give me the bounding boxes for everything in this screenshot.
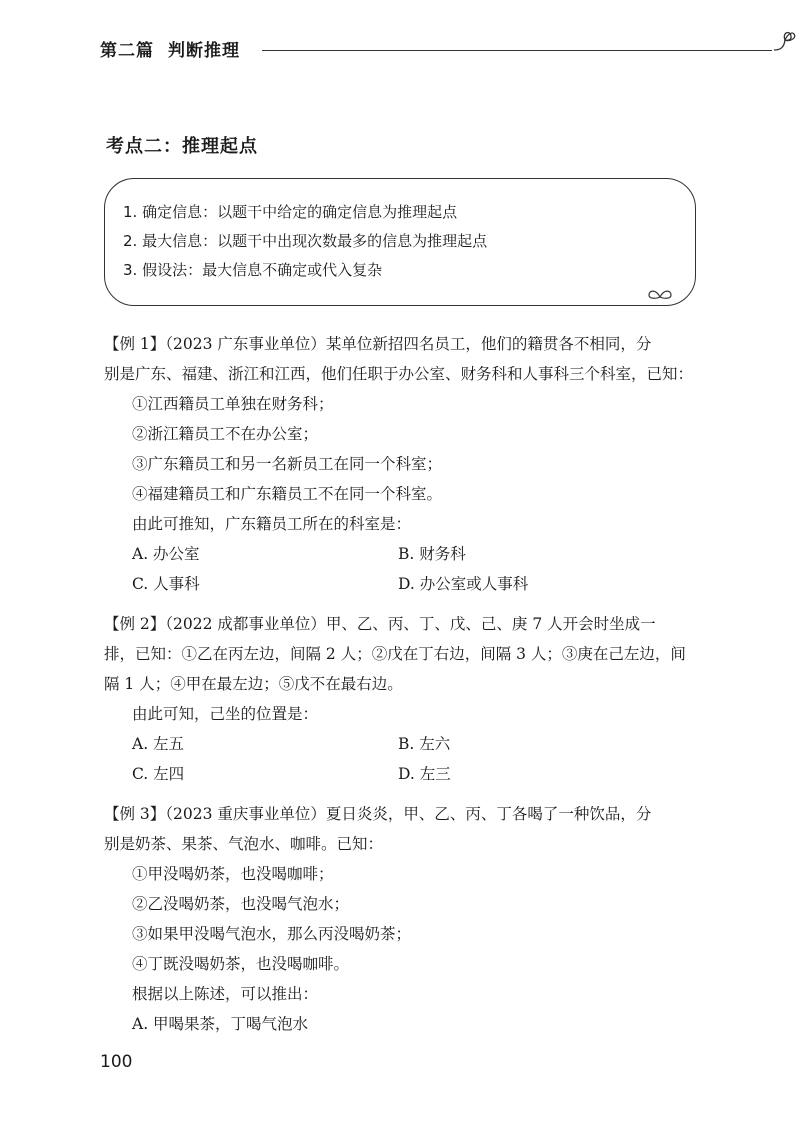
example-1-line: ③广东籍员工和另一名新员工在同一个科室； xyxy=(132,455,443,473)
header-chapter-title: 判断推理 xyxy=(168,41,240,61)
example-2-option-b: B. 左六 xyxy=(398,735,451,753)
header-title xyxy=(100,36,240,61)
summary-box xyxy=(104,178,696,306)
header-part: 第二篇 xyxy=(100,41,154,61)
header-rule xyxy=(262,50,772,51)
example-2-option-c: C. 左四 xyxy=(132,765,185,783)
example-1-line: ①江西籍员工单独在财务科； xyxy=(132,395,334,413)
example-2-question: 由此可知，己坐的位置是： xyxy=(132,705,319,723)
example-1-option-c: C. 人事科 xyxy=(132,575,200,593)
example-2-line: 隔 1 人；④甲在最左边；⑤戊不在最右边。 xyxy=(104,675,403,693)
example-2-option-d: D. 左三 xyxy=(398,765,451,783)
example-1-line: ④福建籍员工和广东籍员工不在同一个科室。 xyxy=(132,485,443,503)
example-3-line: ③如果甲没喝气泡水，那么丙没喝奶茶； xyxy=(132,925,412,943)
sprout-icon xyxy=(770,28,800,58)
summary-item: 1. 确定信息：以题干中给定的确定信息为推理起点 xyxy=(123,203,458,221)
example-3-option-a: A. 甲喝果茶，丁喝气泡水 xyxy=(132,1015,309,1033)
example-3-line: ①甲没喝奶茶，也没喝咖啡； xyxy=(132,865,334,883)
summary-item: 2. 最大信息：以题干中出现次数最多的信息为推理起点 xyxy=(123,232,488,250)
example-1-question: 由此可推知，广东籍员工所在的科室是： xyxy=(132,515,412,533)
example-3-line: ④丁既没喝奶茶，也没喝咖啡。 xyxy=(132,955,350,973)
example-2-line: 排，已知：①乙在丙左边，间隔 2 人；②戊在丁右边，间隔 3 人；③庚在己左边，间 xyxy=(104,645,686,663)
summary-item: 3. 假设法：最大信息不确定或代入复杂 xyxy=(123,261,383,279)
section-title: 考点二：推理起点 xyxy=(106,136,258,157)
example-3-line: 别是奶茶、果茶、气泡水、咖啡。已知： xyxy=(104,835,384,853)
leaf-icon xyxy=(647,287,673,301)
example-3-line: 【例 3】（2023 重庆事业单位）夏日炎炎，甲、乙、丙、丁各喝了一种饮品，分 xyxy=(104,805,652,823)
example-1-line: ②浙江籍员工不在办公室； xyxy=(132,425,319,443)
example-3-question: 根据以上陈述，可以推出： xyxy=(132,985,319,1003)
example-1-option-d: D. 办公室或人事科 xyxy=(398,575,529,593)
example-2-line: 【例 2】（2022 成都事业单位）甲、乙、丙、丁、戊、己、庚 7 人开会时坐成一 xyxy=(104,615,656,633)
example-1-option-b: B. 财务科 xyxy=(398,545,466,563)
example-1-option-a: A. 办公室 xyxy=(132,545,200,563)
running-header xyxy=(100,36,710,68)
page-number: 100 xyxy=(100,1052,133,1072)
example-1-line: 别是广东、福建、浙江和江西，他们任职于办公室、财务科和人事科三个科室，已知： xyxy=(104,365,694,383)
example-3-line: ②乙没喝奶茶，也没喝气泡水； xyxy=(132,895,350,913)
example-1-line: 【例 1】（2023 广东事业单位）某单位新招四名员工，他们的籍贯各不相同，分 xyxy=(104,335,652,353)
example-2-option-a: A. 左五 xyxy=(132,735,185,753)
